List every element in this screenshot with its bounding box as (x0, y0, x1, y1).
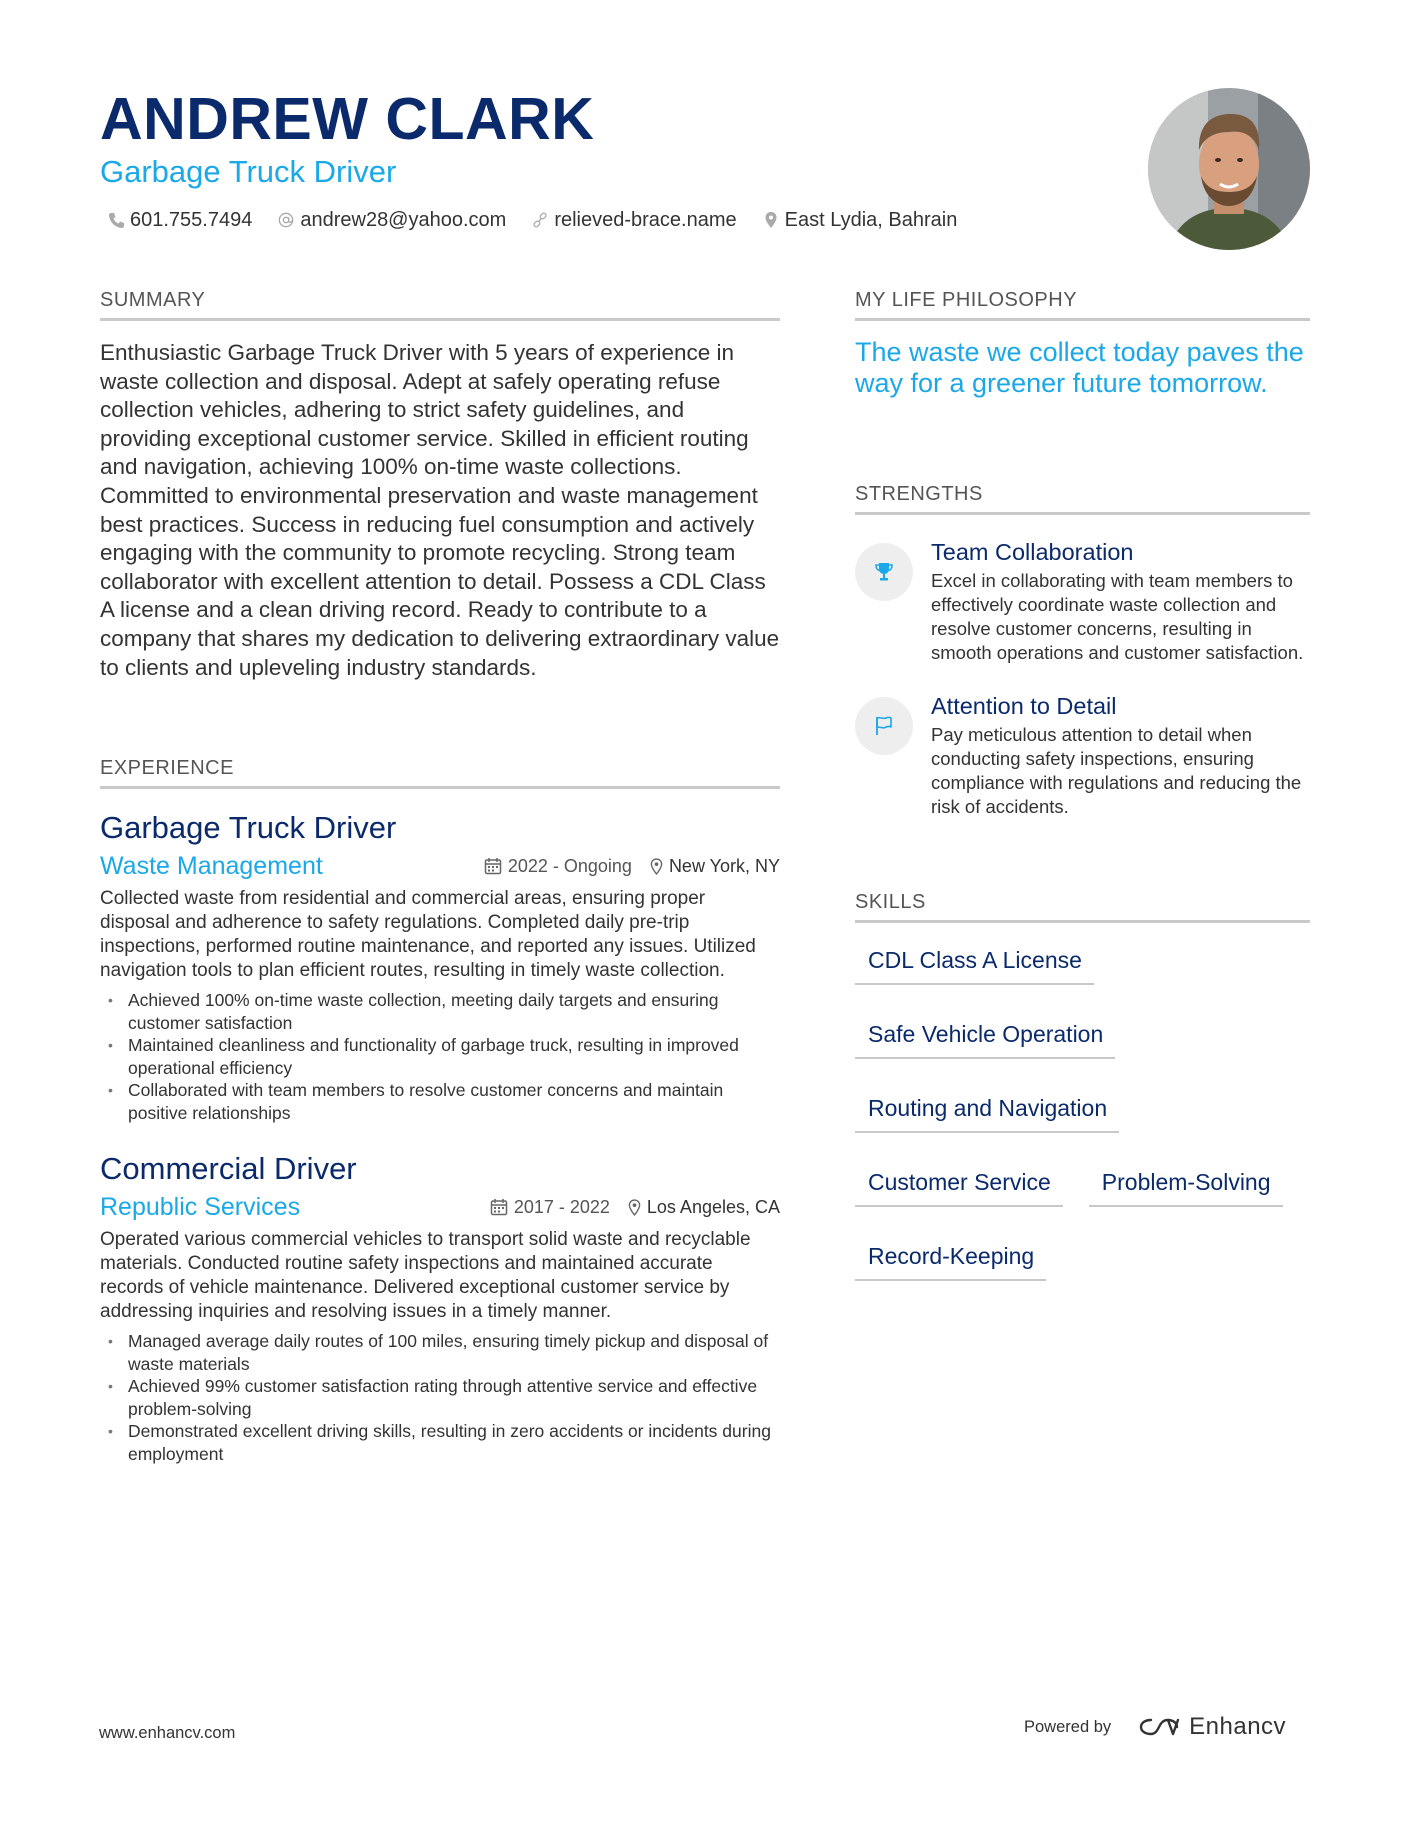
phone-text: 601.755.7494 (130, 209, 253, 231)
job-bullets (100, 1330, 780, 1465)
section-title-strengths: STRENGTHS (855, 482, 1310, 515)
skill-tag: Safe Vehicle Operation (855, 1013, 1115, 1059)
job-location (650, 856, 780, 877)
summary-section (100, 288, 780, 682)
website-text: relieved-brace.name (554, 209, 737, 231)
experience-entry (100, 809, 780, 1124)
email-text: andrew28@yahoo.com (300, 209, 507, 231)
contact-bar (108, 206, 957, 234)
contact-website[interactable] (532, 206, 736, 234)
job-dates-text: 2022 - Ongoing (507, 855, 632, 876)
calendar-icon (484, 857, 502, 875)
skill-tag: CDL Class A License (855, 939, 1094, 985)
enhancv-logo (1137, 1713, 1286, 1741)
strength-item (855, 691, 1310, 819)
section-title-skills: SKILLS (855, 890, 1310, 923)
list-item: • Managed average daily routes of 100 miles, ensuring timely pickup and disposal of waste materials (100, 1330, 780, 1375)
flag-icon (872, 714, 896, 738)
location-pin-icon (763, 211, 779, 229)
at-icon (278, 211, 294, 229)
job-company: Republic Services (100, 1193, 301, 1221)
skills-list (855, 939, 1310, 1281)
calendar-icon (490, 1198, 508, 1216)
experience-section (100, 756, 780, 1465)
footer-website[interactable]: www.enhancv.com (99, 1724, 236, 1742)
section-title-summary: SUMMARY (100, 288, 780, 321)
job-location-text: Los Angeles, CA (646, 1196, 780, 1217)
powered-by-label: Powered by (1024, 1717, 1112, 1736)
phone-icon (108, 211, 124, 229)
strength-icon-wrap (855, 543, 913, 601)
strengths-section (855, 482, 1310, 819)
strength-title: Attention to Detail (931, 693, 1117, 719)
job-dates-text: 2017 - 2022 (513, 1196, 610, 1217)
job-company: Waste Management (100, 852, 323, 880)
location-text: East Lydia, Bahrain (784, 209, 958, 231)
skill-tag: Problem-Solving (1089, 1161, 1283, 1207)
strength-description: Excel in collaborating with team members to effectively coordinate waste collection and resolve customer concerns, resulting in smooth operations and customer satisfaction. (931, 570, 1304, 663)
experience-entry (100, 1150, 780, 1465)
job-meta (484, 856, 780, 877)
section-title-philosophy: MY LIFE PHILOSOPHY (855, 288, 1310, 321)
job-dates (484, 856, 632, 877)
job-title: Garbage Truck Driver (100, 810, 397, 845)
footer-brand[interactable] (1024, 1713, 1286, 1741)
job-meta-row (100, 849, 780, 883)
job-title: Commercial Driver (100, 1151, 357, 1186)
job-description: Collected waste from residential and commercial areas, ensuring proper disposal and adherence to safety regulations. Completed daily pre-trip inspections, performed routine maintenance, and reported any issues. Utilized navigation tools to plan efficient routes, resulting in timely waste collection. (100, 888, 756, 981)
enhancv-logo-icon (1137, 1716, 1181, 1738)
list-item: • Collaborated with team members to resolve customer concerns and maintain positive relationships (100, 1079, 780, 1124)
section-title-experience: EXPERIENCE (100, 756, 780, 789)
candidate-role: Garbage Truck Driver (100, 154, 397, 189)
job-meta-row (100, 1190, 780, 1224)
job-description: Operated various commercial vehicles to transport solid waste and recyclable materials. Conducted routine safety inspections and maintained accurate records of vehicle maintenance. Delivered exceptional customer service by addressing inquiries and resolving issues in a timely manner. (100, 1229, 751, 1322)
strength-description: Pay meticulous attention to detail when conducting safety inspections, ensuring compliance with regulations and reducing the risk of accidents. (931, 724, 1302, 817)
list-item: • Achieved 100% on-time waste collection, meeting daily targets and ensuring customer satisfaction (100, 989, 780, 1034)
avatar (1148, 88, 1310, 250)
skill-tag: Record-Keeping (855, 1235, 1046, 1281)
profile-photo (1148, 88, 1310, 250)
skills-section (855, 890, 1310, 1281)
strength-title: Team Collaboration (931, 539, 1134, 565)
skill-tag: Routing and Navigation (855, 1087, 1119, 1133)
philosophy-quote: The waste we collect today paves the way for a greener future tomorrow. (855, 337, 1304, 398)
contact-email[interactable] (278, 206, 506, 234)
link-icon (532, 211, 548, 229)
job-meta (490, 1197, 780, 1218)
job-bullets (100, 989, 780, 1124)
philosophy-section (855, 288, 1310, 399)
strength-icon-wrap (855, 697, 913, 755)
list-item: • Achieved 99% customer satisfaction rating through attentive service and effective problem-solving (100, 1375, 780, 1420)
job-location (628, 1197, 780, 1218)
brand-name: Enhancv (1189, 1713, 1287, 1740)
contact-location (763, 206, 958, 234)
location-pin-icon (628, 1199, 641, 1216)
job-dates (490, 1197, 610, 1218)
skill-tag: Customer Service (855, 1161, 1063, 1207)
candidate-name: ANDREW CLARK (100, 86, 595, 152)
location-pin-icon (650, 858, 663, 875)
trophy-icon (872, 560, 896, 584)
contact-phone[interactable] (108, 206, 252, 234)
strength-item (855, 537, 1310, 665)
job-location-text: New York, NY (668, 855, 780, 876)
list-item: • Maintained cleanliness and functionality of garbage truck, resulting in improved operational efficiency (100, 1034, 780, 1079)
list-item: • Demonstrated excellent driving skills, resulting in zero accidents or incidents during employment (100, 1420, 780, 1465)
summary-text: Enthusiastic Garbage Truck Driver with 5 years of experience in waste collection and disposal. Adept at safely operating refuse collection vehicles, adhering to strict safety guidelines, and providing exceptional customer service. Skilled in efficient routing and navigation, achieving 100% on-time waste collections. Committed to environmental preservation and waste management best practices. Success in reducing fuel consumption and actively engaging with the community to promote recycling. Strong team collaborator with excellent attention to detail. Possess a CDL Class A license and a clean driving record. Ready to contribute to a company that shares my dedication to delivering extraordinary value to clients and upleveling industry standards. (100, 340, 780, 680)
